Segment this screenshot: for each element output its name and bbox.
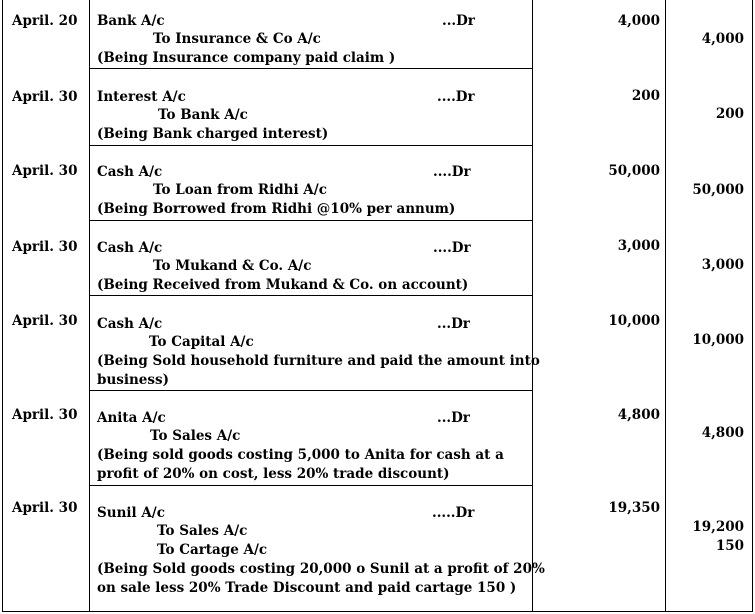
credit-account: To Cartage A/c [157, 542, 268, 558]
debit-account: Bank A/c [97, 13, 165, 29]
border-bottom [2, 611, 753, 612]
row-divider [89, 485, 532, 486]
border-left [2, 0, 3, 612]
entry-date: April. 30 [12, 163, 78, 179]
row-divider [89, 68, 532, 69]
credit-amount: 50,000 [692, 182, 744, 198]
dr-marker: ...Dr [442, 13, 475, 29]
dr-marker: ....Dr [433, 164, 471, 180]
dr-marker: ...Dr [437, 410, 470, 426]
credit-account: To Insurance & Co A/c [153, 31, 321, 47]
narration: (Being Borrowed from Ridhi @10% per annum) [97, 201, 456, 217]
debit-account: Anita A/c [97, 410, 166, 426]
debit-amount: 10,000 [608, 313, 660, 329]
narration: (Being Insurance company paid claim ) [97, 50, 396, 66]
debit-account: Interest A/c [97, 89, 186, 105]
debit-account: Cash A/c [97, 164, 163, 180]
dr-marker: .....Dr [432, 505, 475, 521]
entry-date: April. 30 [12, 313, 78, 329]
entry-date: April. 20 [12, 13, 78, 29]
credit-amount: 200 [715, 106, 744, 122]
credit-account: To Mukand & Co. A/c [153, 258, 312, 274]
credit-amount: 3,000 [701, 257, 744, 273]
entry-date: April. 30 [12, 500, 78, 516]
credit-account: To Bank A/c [158, 107, 248, 123]
column-divider-particulars [532, 0, 533, 612]
narration: (Being Sold household furniture and paid the amount into [97, 353, 540, 369]
credit-amount: 150 [715, 538, 744, 554]
narration: (Being Bank charged interest) [97, 126, 329, 142]
credit-account: To Capital A/c [149, 334, 254, 350]
row-divider [89, 390, 532, 391]
narration: profit of 20% on cost, less 20% trade discount) [97, 466, 450, 482]
credit-amount: 4,800 [701, 425, 744, 441]
credit-account: To Loan from Ridhi A/c [153, 182, 327, 198]
narration: (Being Received from Mukand & Co. on account) [97, 277, 469, 293]
credit-amount: 19,200 [692, 519, 744, 535]
dr-marker: ....Dr [433, 240, 471, 256]
narration: on sale less 20% Trade Discount and paid cartage 150 ) [97, 580, 517, 596]
dr-marker: ...Dr [437, 316, 470, 332]
narration: (Being Sold goods costing 20,000 o Sunil at a profit of 20% [97, 561, 545, 577]
entry-date: April. 30 [12, 239, 78, 255]
debit-amount: 4,000 [617, 13, 660, 29]
credit-amount: 4,000 [701, 31, 744, 47]
credit-account: To Sales A/c [157, 523, 248, 539]
credit-account: To Sales A/c [150, 428, 241, 444]
border-right [752, 0, 753, 612]
column-divider-date [89, 0, 90, 612]
row-divider [89, 295, 532, 296]
entry-date: April. 30 [12, 89, 78, 105]
debit-amount: 19,350 [608, 500, 660, 516]
narration: business) [97, 372, 169, 388]
debit-amount: 50,000 [608, 163, 660, 179]
debit-account: Cash A/c [97, 316, 163, 332]
credit-amount: 10,000 [692, 332, 744, 348]
row-divider [89, 145, 532, 146]
row-divider [89, 220, 532, 221]
debit-amount: 3,000 [617, 238, 660, 254]
dr-marker: ....Dr [437, 89, 475, 105]
debit-account: Cash A/c [97, 240, 163, 256]
debit-amount: 4,800 [617, 407, 660, 423]
debit-account: Sunil A/c [97, 505, 165, 521]
column-divider-debit [665, 0, 666, 612]
entry-date: April. 30 [12, 407, 78, 423]
narration: (Being sold goods costing 5,000 to Anita for cash at a [97, 447, 504, 463]
debit-amount: 200 [631, 88, 660, 104]
